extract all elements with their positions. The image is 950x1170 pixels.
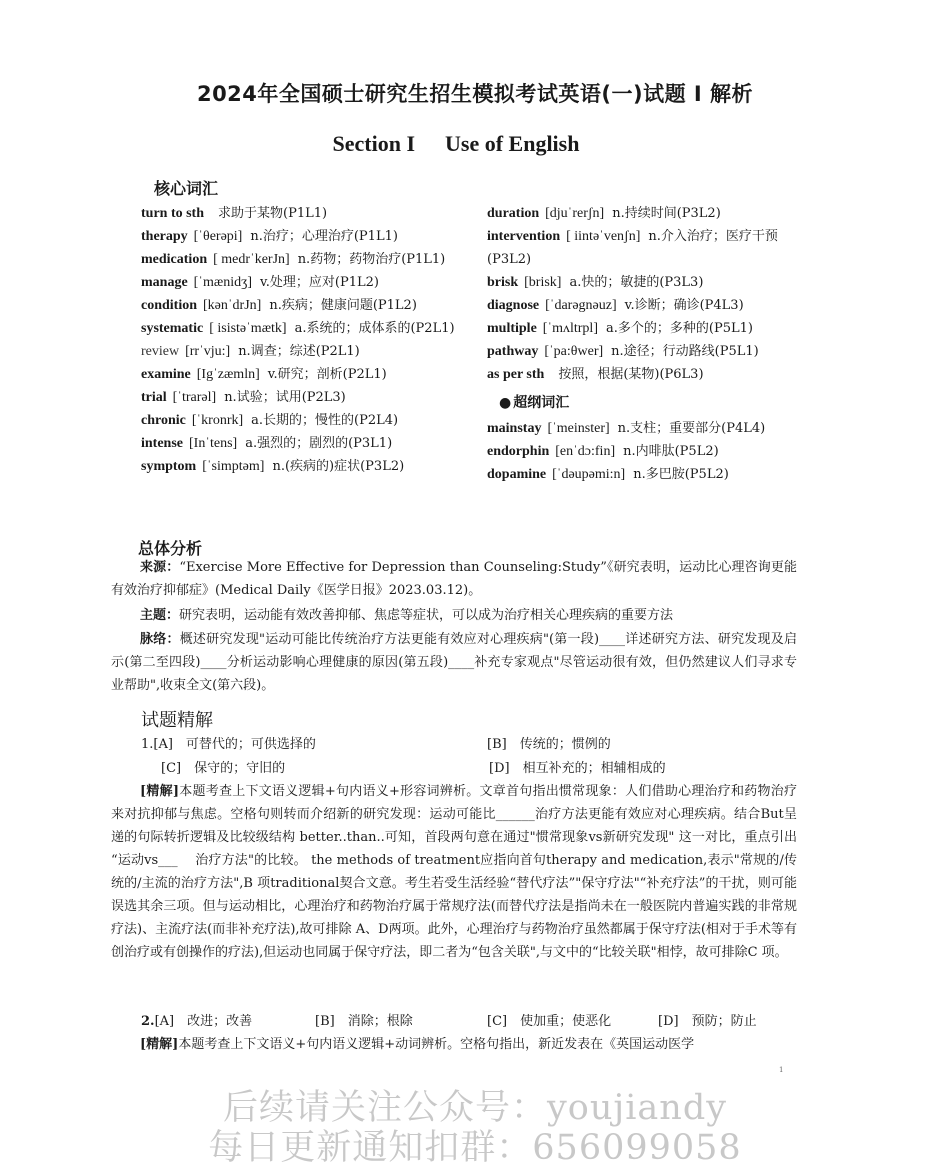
q2-option-a: 2.[A] 改进；改善 <box>141 1014 253 1029</box>
q2-option-b: [B] 消除；根除 <box>315 1014 413 1029</box>
vocab-word: manage <box>141 275 188 290</box>
vocab-word: mainstay <box>487 421 542 436</box>
vocab-meaning: a.强烈的；剧烈的(P3L1) <box>245 436 393 451</box>
vocab-meaning: n.途径；行动路线(P5L1) <box>611 344 759 359</box>
vocab-word: chronic <box>141 413 186 428</box>
vocab-item <box>487 202 807 225</box>
vocab-meaning: n.药物；药物治疗(P1L1) <box>297 252 446 267</box>
vocab-list-right <box>487 202 807 486</box>
vocab-item <box>487 271 807 294</box>
vocab-phonetic: [djuˈrerʃn] <box>545 206 605 221</box>
vocab-meaning: n.介入治疗；医疗干预(P3L2) <box>487 229 778 267</box>
vocab-item <box>487 340 807 363</box>
section-heading <box>0 131 912 157</box>
vocab-word: diagnose <box>487 298 540 313</box>
q1-option-c: [C] 保守的；守旧的 <box>161 761 286 776</box>
q1-option-a: 1.[A] 可替代的；可供选择的 <box>141 737 316 752</box>
vocab-phonetic: [ˈmʌltrpl] <box>542 321 598 336</box>
vocab-item <box>487 317 807 340</box>
vocab-item <box>141 317 461 340</box>
vocab-word: trial <box>141 390 167 405</box>
vocab-meaning: 按照，根据(某物)(P6L3) <box>558 367 704 382</box>
vocab-word: medication <box>141 252 208 267</box>
vocab-item <box>141 409 461 432</box>
vocab-item <box>141 248 461 271</box>
vocab-item <box>487 440 807 463</box>
vocab-meaning: n.持续时间(P3L2) <box>612 206 721 221</box>
vocab-item <box>141 363 461 386</box>
vocab-item <box>487 417 807 440</box>
vocab-phonetic: [ˈmeinster] <box>547 421 610 436</box>
vocab-word: duration <box>487 206 540 221</box>
watermark-line-2: 每日更新通知扣群：656099058 <box>208 1128 742 1168</box>
overall-analysis-heading: 总体分析 <box>138 539 203 558</box>
vocab-word: turn to sth <box>141 206 205 221</box>
vocab-meaning: a.多个的；多种的(P5L1) <box>606 321 753 336</box>
vocab-phonetic: [ˈsimptəm] <box>202 459 265 474</box>
vocab-item <box>141 271 461 294</box>
vocab-word: review <box>141 344 180 359</box>
vocab-item <box>141 386 461 409</box>
vocab-meaning: n.调查；综述(P2L1) <box>238 344 360 359</box>
vocab-word: multiple <box>487 321 537 336</box>
vocab-phonetic: [ˈmænidʒ] <box>193 275 252 290</box>
q2-option-c: [C] 使加重；使恶化 <box>487 1014 612 1029</box>
vocab-word: brisk <box>487 275 519 290</box>
vocab-item <box>141 340 461 363</box>
vocab-word: examine <box>141 367 191 382</box>
vocab-phonetic: [ˈdarəgnəuz] <box>545 298 617 313</box>
q1-option-d: [D] 相互补充的；相辅相成的 <box>489 761 666 776</box>
vocab-item <box>487 463 807 486</box>
vocab-word: intervention <box>487 229 561 244</box>
vocab-meaning: a.系统的；成体系的(P2L1) <box>294 321 455 336</box>
vocab-word: intense <box>141 436 183 451</box>
q1-explanation: [精解]本题考查上下文语义逻辑+句内语义+形容词辨析。文章首句指出惯常现象：人们借助心理治疗和药物治疗来对抗抑郁与焦虑。空格句则转而介绍新的研究发现：运动可能比______治疗方法更能有效应对心理疾病。结合But呈递的句际转折逻辑及比较级结构 better..than..可知，首段两句意在通过"惯常现象vs新研究发现" 这一对比，重点引出 “运动vs___ 治疗方法"的比较。 the methods of treatment应指向首句therapy and medication,表示"常规的/传统的/主流的治疗方法",B 项traditional契合文意。考生若受生活经验“替代疗法”"保守疗法"“补充疗法”的干扰，则可能误选其余三项。但与运动相比，心理治疗和药物治疗属于常规疗法(而替代疗法是指尚未在一般医院内普遍实践的非常规疗法)、主流疗法(而非补充疗法),故可排除 A、D两项。此外，心理治疗与药物治疗虽然都属于保守疗法(相对于手术等有创治疗或有创操作的疗法),但运动也同属于保守疗法，即二者为“包含关联",与文中的“比较关联"相悖，故可排除C 项。 <box>111 784 797 960</box>
vocab-meaning: n.治疗；心理治疗(P1L1) <box>250 229 398 244</box>
vocab-meaning: n.多巴胺(P5L2) <box>633 467 729 482</box>
source-paragraph: 来源：“Exercise More Effective for Depression than Counseling:Study”《研究表明，运动比心理咨询更能有效治疗抑郁症》(Medical Daily《医学日报》2023.03.12)。 <box>111 560 797 598</box>
bullet-icon: ● <box>499 395 512 411</box>
vocab-word: endorphin <box>487 444 550 459</box>
vocab-meaning: v.处理；应对(P1L2) <box>260 275 379 290</box>
q2-option-d: [D] 预防；防止 <box>658 1014 757 1029</box>
q2-options <box>0 1010 950 1034</box>
vocab-phonetic: [Igˈzæmln] <box>196 367 260 382</box>
core-vocab-heading: 核心词汇 <box>154 179 219 198</box>
vocab-item <box>141 432 461 455</box>
q2-explanation: [精解]本题考查上下文语义+句内语义逻辑+动词辨析。空格句指出，新近发表在《英国运动医学 <box>140 1037 695 1052</box>
vocab-meaning: n.(疾病的)症状(P3L2) <box>272 459 405 474</box>
vocab-meaning: 求助于某物(P1L1) <box>218 206 328 221</box>
vocab-phonetic: [enˈdɔ:fin] <box>555 444 616 459</box>
vocab-word: pathway <box>487 344 539 359</box>
vocab-list-left <box>141 202 461 478</box>
section-name: Use of English <box>445 131 580 156</box>
vocab-meaning: v.研究；剖析(P2L1) <box>267 367 387 382</box>
page-number: 1 <box>779 1066 784 1074</box>
vocab-item <box>141 455 461 478</box>
vocab-meaning: n.疾病；健康问题(P1L2) <box>269 298 417 313</box>
questions-heading: 试题精解 <box>141 710 213 731</box>
vocab-word: as per sth <box>487 367 545 382</box>
vocab-meaning: a.长期的；慢性的(P2L4) <box>251 413 399 428</box>
vocab-phonetic: [ medrˈkerJn] <box>213 252 290 267</box>
vocab-phonetic: [ˈtrarəl] <box>172 390 217 405</box>
vocab-phonetic: [Inˈtens] <box>189 436 238 451</box>
vocab-phonetic: [ isistəˈmætk] <box>209 321 287 336</box>
vocab-meaning: n.支柱；重要部分(P4L4) <box>617 421 766 436</box>
vocab-phonetic: [ˈdəupəmi:n] <box>552 467 626 482</box>
vocab-item <box>487 363 807 386</box>
context-paragraph: 脉络：概述研究发现"运动可能比传统治疗方法更能有效应对心理疾病"(第一段)____详述研究方法、研究发现及启示(第二至四段)____分析运动影响心理健康的原因(第五段)____补充专家观点"尽管运动很有效，但仍然建议人们寻求专业帮助",收束全文(第六段)。 <box>111 632 797 693</box>
vocab-word: dopamine <box>487 467 547 482</box>
vocab-phonetic: [ˈθerəpi] <box>193 229 243 244</box>
vocab-meaning: n.内啡肽(P5L2) <box>623 444 719 459</box>
vocab-item <box>487 294 807 317</box>
theme-paragraph: 主题：研究表明，运动能有效改善抑郁、焦虑等症状，可以成为治疗相关心理疾病的重要方法 <box>140 608 674 623</box>
vocab-word: condition <box>141 298 198 313</box>
page-title: 2024年全国硕士研究生招生模拟考试英语(一)试题 I 解析 <box>196 82 754 106</box>
vocab-item <box>141 225 461 248</box>
vocab-phonetic: [kənˈdrJn] <box>203 298 262 313</box>
vocab-phonetic: [ iintəˈvenʃn] <box>566 229 641 244</box>
vocab-meaning: v.诊断；确诊(P4L3) <box>624 298 744 313</box>
vocab-phonetic: [ˈpa:θwer] <box>544 344 604 359</box>
vocab-word: therapy <box>141 229 188 244</box>
watermark-line-1: 后续请关注公众号：youjiandy <box>222 1088 728 1128</box>
vocab-item <box>487 225 807 271</box>
extra-vocab-heading: ● 超纲词汇 <box>499 395 570 411</box>
section-part: Section I <box>332 131 415 156</box>
vocab-meaning: n.试验；试用(P2L3) <box>224 390 346 405</box>
q1-options <box>0 733 950 781</box>
vocab-phonetic: [brisk] <box>524 275 562 290</box>
vocab-phonetic: [ˈkronrk] <box>191 413 244 428</box>
vocab-item <box>141 202 461 225</box>
q1-option-b: [B] 传统的；惯例的 <box>487 737 611 752</box>
vocab-word: systematic <box>141 321 204 336</box>
vocab-phonetic: [rrˈvju:] <box>185 344 231 359</box>
vocab-item <box>141 294 461 317</box>
vocab-word: symptom <box>141 459 197 474</box>
vocab-meaning: a.快的；敏捷的(P3L3) <box>569 275 704 290</box>
